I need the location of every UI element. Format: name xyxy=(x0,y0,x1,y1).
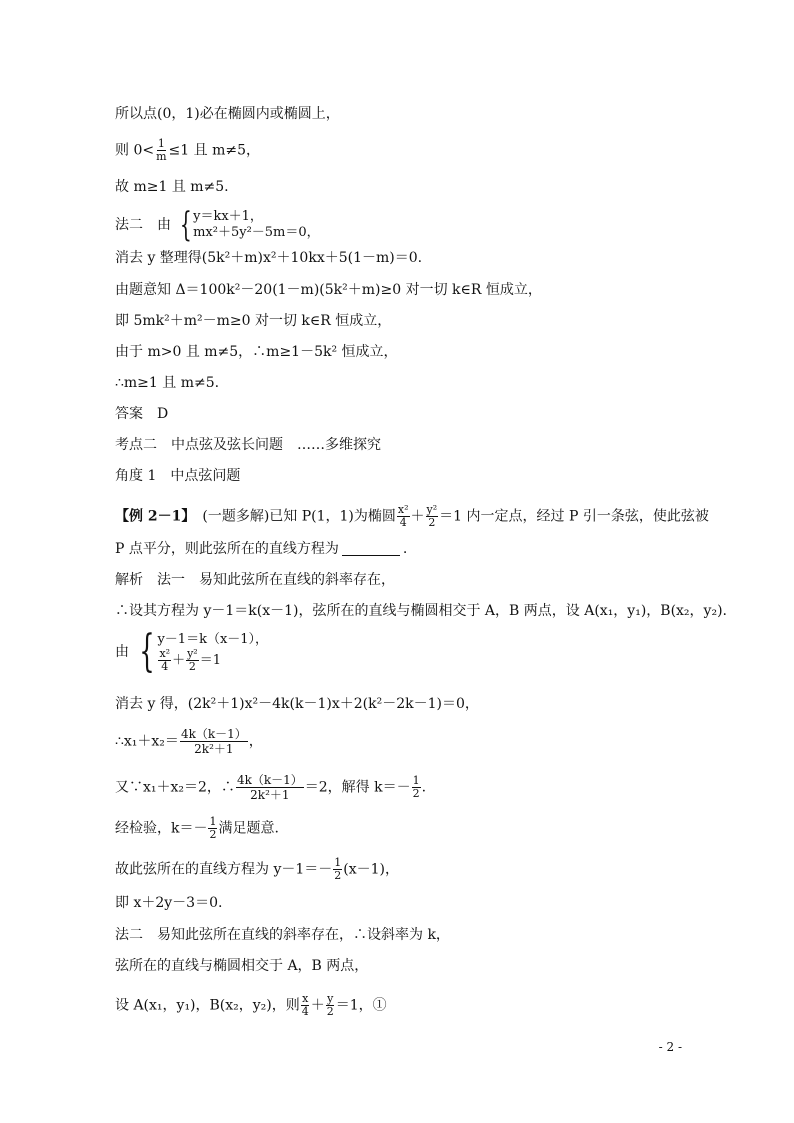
text-line: 解析 法一 易知此弦所在直线的斜率存在， xyxy=(115,572,395,588)
text-line: 法二 由 { y＝kx＋1， mx²＋5y²－5m＝0， xyxy=(115,205,320,245)
example-line: 【例 2－1】 (一题多解)已知 P(1，1)为椭圆 $\frac{\text{x²}}{4}$ ＋ $\frac{\text{y²}}{2}$ ＝1 内一定点，经过 P 引一条弦，使此弦被 xyxy=(115,503,709,529)
answer-line: 答案 D xyxy=(115,406,169,422)
answer-blank xyxy=(342,541,400,556)
text-line: 法二 易知此弦所在直线的斜率存在，∴设斜率为 k， xyxy=(115,927,450,943)
text-line: 则 0< $\frac{1}{m}$ ≤1 且 m≠5， xyxy=(115,137,260,163)
text-line: P 点平分，则此弦所在的直线方程为 . xyxy=(115,541,408,557)
text-line: 消去 y 得，(2k²＋1)x²－4k(k－1)x＋2(k²－2k－1)＝0， xyxy=(115,696,479,712)
text-line: 设 A(x₁，y₁)，B(x₂，y₂)，则 $\frac{x}{4}$ ＋ $\frac{y}{2}$ ＝1，① xyxy=(115,992,387,1018)
text-line: 由 { y－1＝k（x－1）， $\frac{\text{x²}}{4}$ ＋ $\frac{\text{y²}}{2}$ ＝1 xyxy=(115,626,269,677)
page-number: - 2 - xyxy=(658,1040,682,1054)
text-line: 由于 m>0 且 m≠5，∴m≥1－5k² 恒成立， xyxy=(115,344,398,360)
text-line: 故 m≥1 且 m≠5. xyxy=(115,179,229,195)
text-line: 故此弦所在的直线方程为 y－1＝－ $\frac{1}{2}$ (x－1)， xyxy=(115,856,400,882)
text-line: 即 5mk²＋m²－m≥0 对一切 k∈R 恒成立， xyxy=(115,313,392,329)
text-line: ∴x₁＋x₂＝ $\frac{4k(k-1)}{\text{2k²＋1}}$ ， xyxy=(115,727,263,756)
text-line: 经检验，k＝－ $\frac{1}{2}$ 满足题意. xyxy=(115,815,279,841)
text-line: 由题意知 Δ＝100k²－20(1－m)(5k²＋m)≥0 对一切 k∈R 恒成立， xyxy=(115,282,542,298)
text-line: 所以点(0，1)必在椭圆内或椭圆上， xyxy=(115,106,340,122)
subsection-heading: 角度 1 中点弦问题 xyxy=(115,468,241,484)
section-heading: 考点二 中点弦及弦长问题 ……多维探究 xyxy=(115,437,381,453)
text-line: 弦所在的直线与椭圆相交于 A，B 两点， xyxy=(115,958,369,974)
text-line: 即 x＋2y－3＝0. xyxy=(115,895,223,911)
text-line: ∴m≥1 且 m≠5. xyxy=(115,375,220,391)
text-line: 又∵x₁＋x₂＝2，∴ $\frac{4k(k-1)}{\text{2k²＋1}}$ ＝2，解得 k＝－ $\frac{1}{2}$ . xyxy=(115,773,427,802)
text-line: ∴设其方程为 y－1＝k(x－1)，弦所在的直线与椭圆相交于 A，B 两点，设 A(x₁，y₁)，B(x₂，y₂). xyxy=(115,603,727,619)
text-line: 消去 y 整理得(5k²＋m)x²＋10kx＋5(1－m)＝0. xyxy=(115,250,423,266)
